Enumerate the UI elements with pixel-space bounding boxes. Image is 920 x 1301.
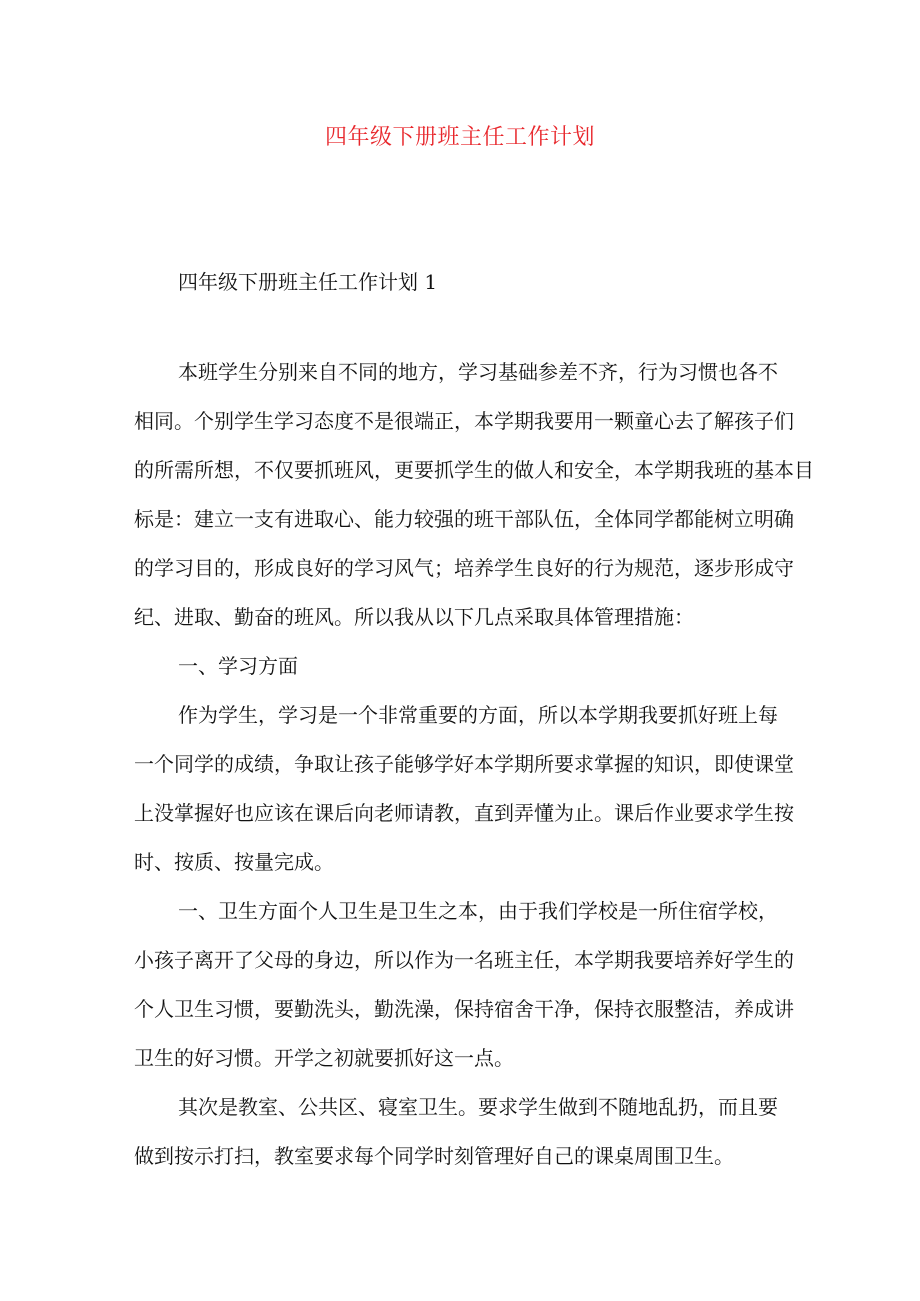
- paragraph-1-line-2: 相同。个别学生学习态度不是很端正，本学期我要用一颗童心去了解孩子们: [134, 409, 794, 433]
- paragraph-3-line-1: 一、卫生方面个人卫生是卫生之本，由于我们学校是一所住宿学校，: [178, 899, 778, 923]
- paragraph-2-line-3: 上没掌握好也应该在课后向老师请教，直到弄懂为止。课后作业要求学生按: [134, 801, 794, 825]
- paragraph-2-line-1: 作为学生，学习是一个非常重要的方面，所以本学期我要抓好班上每: [178, 703, 778, 727]
- paragraph-3-line-4: 卫生的好习惯。开学之初就要抓好这一点。: [134, 1046, 514, 1070]
- paragraph-2-line-2: 一个同学的成绩，争取让孩子能够学好本学期所要求掌握的知识，即使课堂: [134, 752, 794, 776]
- paragraph-1-line-1: 本班学生分别来自不同的地方，学习基础参差不齐，行为习惯也各不: [178, 360, 778, 384]
- paragraph-1-line-6: 纪、进取、勤奋的班风。所以我从以下几点采取具体管理措施：: [134, 605, 694, 629]
- paragraph-4-line-2: 做到按示打扫，教室要求每个同学时刻管理好自己的课桌周围卫生。: [134, 1144, 734, 1168]
- paragraph-3-line-2: 小孩子离开了父母的身边，所以作为一名班主任，本学期我要培养好学生的: [134, 948, 794, 972]
- paragraph-1-line-3: 的所需所想，不仅要抓班风，更要抓学生的做人和安全，本学期我班的基本目: [134, 458, 814, 482]
- paragraph-1-line-5: 的学习目的，形成良好的学习风气；培养学生良好的行为规范，逐步形成守: [134, 556, 794, 580]
- paragraph-4-line-1: 其次是教室、公共区、寝室卫生。要求学生做到不随地乱扔，而且要: [178, 1095, 778, 1119]
- document-title: 四年级下册班主任工作计划: [324, 125, 595, 150]
- document-body: [134, 354, 814, 1187]
- document-subtitle: 四年级下册班主任工作计划 1: [178, 270, 438, 294]
- paragraph-2-line-4: 时、按质、按量完成。: [134, 850, 334, 874]
- paragraph-3-line-3: 个人卫生习惯，要勤洗头，勤洗澡，保持宿舍干净，保持衣服整洁，养成讲: [134, 997, 794, 1021]
- paragraph-1-line-4: 标是：建立一支有进取心、能力较强的班干部队伍，全体同学都能树立明确: [134, 507, 794, 531]
- section-heading-study: 一、学习方面: [178, 654, 298, 678]
